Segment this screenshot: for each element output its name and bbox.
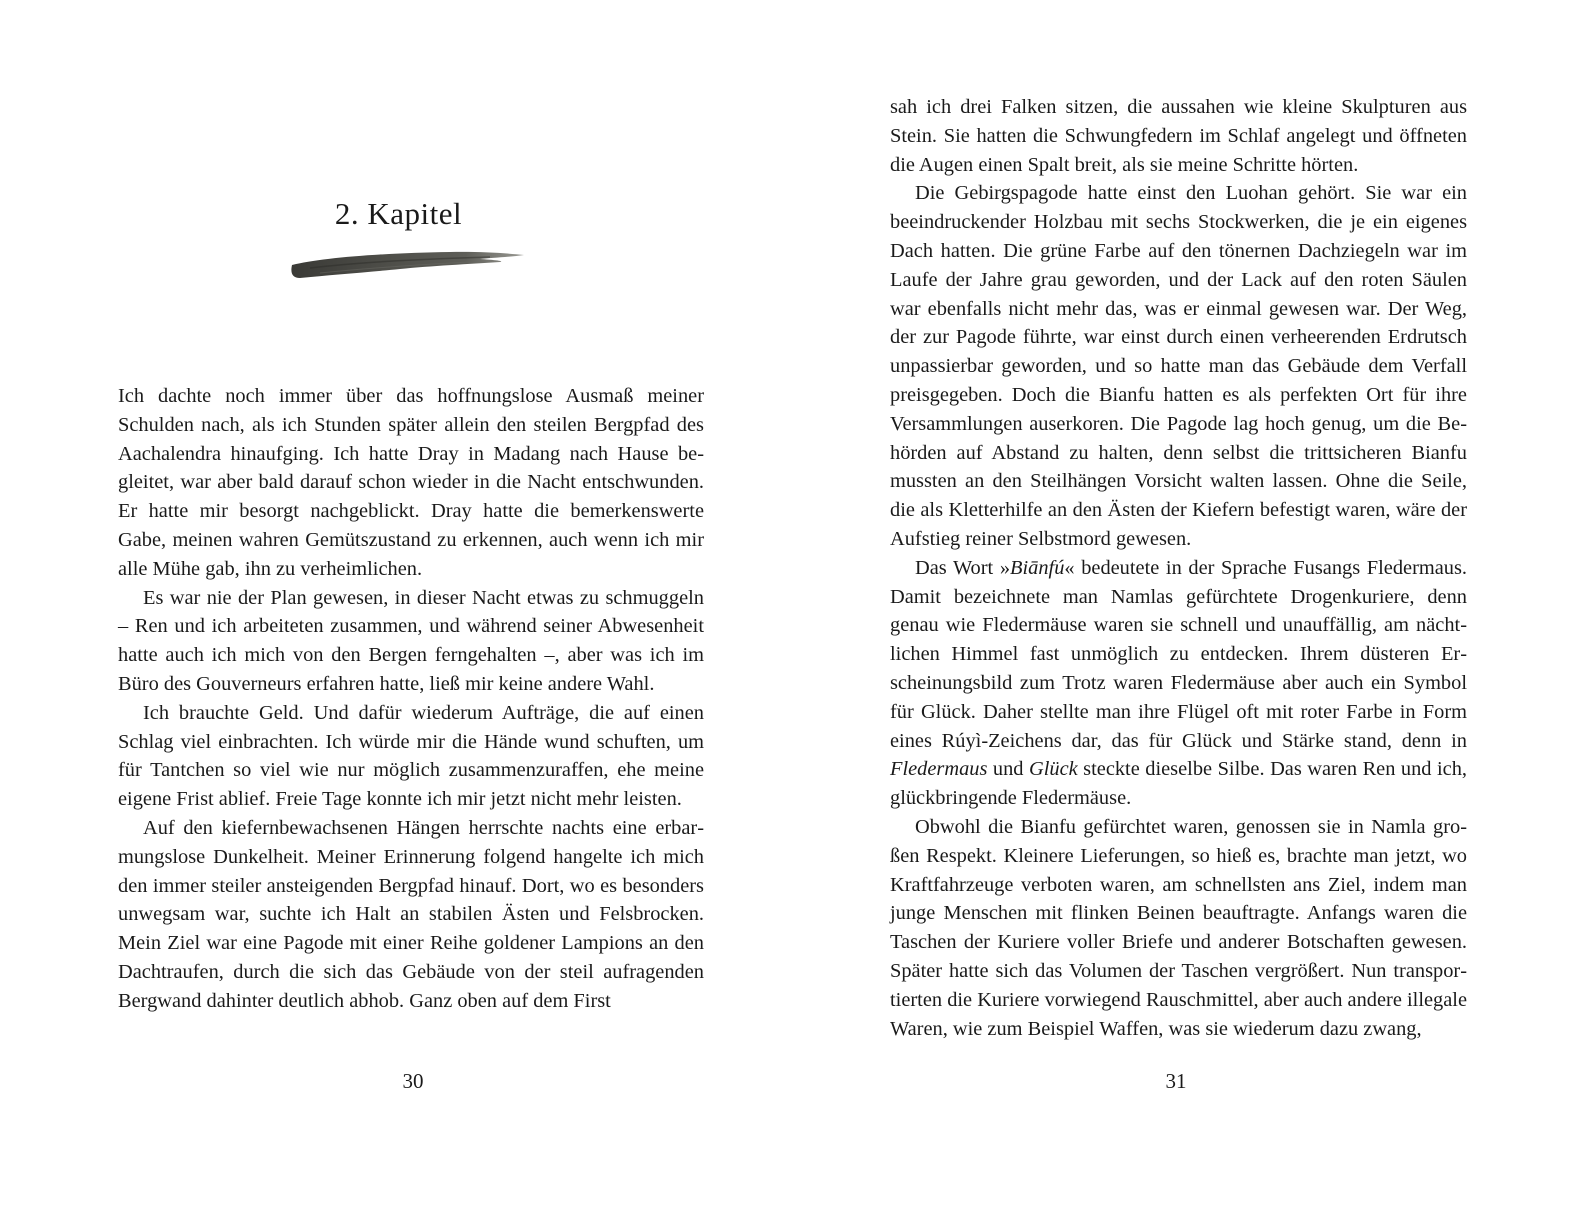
left-page-body	[118, 382, 704, 1016]
page-number-left: 30	[402, 1069, 424, 1093]
term-glueck: Glück	[1028, 758, 1078, 781]
paragraph: sah ich drei Falken sitzen, die aussahen wie kleine Skulpturen aus Stein. Sie hatten die Schwungfedern im Schlaf angelegt und öffneten die Augen einen Spalt breit, als sie meine Schritte hörten.	[890, 96, 1467, 176]
term-fledermaus: Fledermaus	[890, 758, 988, 781]
paragraph: Ich brauchte Geld. Und dafür wiederum Aufträge, die auf einen Schlag viel einbrachten. Ich würde mir die Hände wund schuften, um für Tantchen so viel wie nur möglich zusammenzuraffen, ehe meine eigene Frist ablief. Freie Tage konnte ich mir jetzt nicht mehr leisten.	[118, 701, 704, 811]
paragraph: Die Gebirgspagode hatte einst den Luohan gehört. Sie war ein beeindruckender Holzbau mit sechs Stockwerken, die je ein eigenes Dach hatten. Die grüne Farbe auf den tönernen Dachziegeln war im Laufe der Jahre grau geworden, und der Lack auf den roten Säulen war ebenfalls nicht mehr das, was er einmal gewesen war. Der Weg, der zur Pagode führte, war einst durch einen verheerenden Erdrutsch unpassierbar geworden, und so hatte man das Gebäude dem Verfall preisgegeben. Doch die Bianfu hatten es als perfekten Ort für ihre Versammlungen auserkoren. Die Pagode lag hoch genug, um die Behörden auf Abstand zu halten, denn selbst die trittsicheren Bianfu mussten an den Steilhängen Vorsicht walten lassen. Ohne die Seile, die als Kletterhilfe an den Ästen der Kiefern befestigt waren, wäre der Aufstieg reiner Selbstmord gewesen.	[890, 182, 1467, 550]
chapter-title: 2. Kapitel	[334, 196, 463, 231]
paragraph: Auf den kiefernbewachsenen Hängen herrschte nachts eine erbarmungslose Dunkelheit. Meiner Erinnerung folgend hangelte ich mich den immer steiler ansteigenden Bergpfad hinauf. Dort, wo es besonders unwegsam war, suchte ich Halt an stabilen Ästen und Felsbrocken. Mein Ziel war eine Pagode mit einer Reihe goldener Lampions an den Dachtraufen, durch die sich das Gebäude von der steil aufragenden Bergwand dahinter deutlich abhob. Ganz oben auf dem First	[118, 816, 704, 1012]
paragraph-bianfu	[890, 554, 1467, 813]
term-bianfu: Biānfú	[1010, 556, 1065, 579]
right-page-body	[890, 93, 1467, 1043]
brush-stroke-decoration	[290, 248, 526, 284]
paragraph-text: und	[987, 758, 1029, 781]
paragraph-text: « bedeutete in der Sprache Fusangs Fledermaus. Damit bezeichnete man Namlas gefürchtete Drogenkuriere, denn genau wie Fledermäuse waren sie schnell und unauffällig, am nächtlichen Himmel fast unmöglich zu entdecken. Ihrem düsteren Erscheinungsbild zum Trotz waren Fledermäuse aber auch ein Symbol für Glück. Daher stellte man ihre Flügel oft mit roter Farbe in Form eines Rúyì-Zeichens dar, das für Glück und Stärke stand, denn in	[890, 556, 1467, 752]
paragraph-text: Das Wort »	[915, 556, 1011, 579]
page-number-right: 31	[1165, 1069, 1187, 1093]
paragraph: Es war nie der Plan gewesen, in dieser Nacht etwas zu schmuggeln – Ren und ich arbeiteten zusammen, und während seiner Abwesenheit hatte auch ich mich von den Bergen ferngehalten –, aber was ich im Büro des Gouverneurs erfahren hatte, ließ mir keine andere Wahl.	[118, 586, 704, 695]
paragraph-text: steckte dieselbe Silbe. Das waren Ren und ich, glückbringende Fledermäuse.	[890, 758, 1467, 810]
paragraph: Ich dachte noch immer über das hoffnungslose Ausmaß meiner Schulden nach, als ich Stunden später allein den steilen Bergpfad des Aachalendra hinaufging. Ich hatte Dray in Madang nach Hause begleitet, war aber bald darauf schon wieder in die Nacht entschwunden. Er hatte mir besorgt nachgeblickt. Dray hatte die bemerkenswerte Gabe, meinen wahren Gemütszustand zu erkennen, auch wenn ich mir alle Mühe gab, ihn zu verheimlichen.	[118, 385, 704, 580]
right-page	[797, 0, 1594, 1217]
paragraph: Obwohl die Bianfu gefürchtet waren, genossen sie in Namla großen Respekt. Kleinere Lieferungen, so hieß es, brachte man jetzt, wo Kraftfahrzeuge verboten waren, am schnellsten ans Ziel, indem man junge Menschen mit flinken Beinen beauftragte. Anfangs waren die Taschen der Kuriere voller Briefe und anderer Botschaften gewesen. Später hatte sich das Volumen der Taschen vergrößert. Nun transportierten die Kuriere vorwiegend Rauschmittel, aber auch andere illegale Waren, wie zum Beispiel Waffen, was sie wiederum dazu zwang,	[890, 815, 1467, 1040]
